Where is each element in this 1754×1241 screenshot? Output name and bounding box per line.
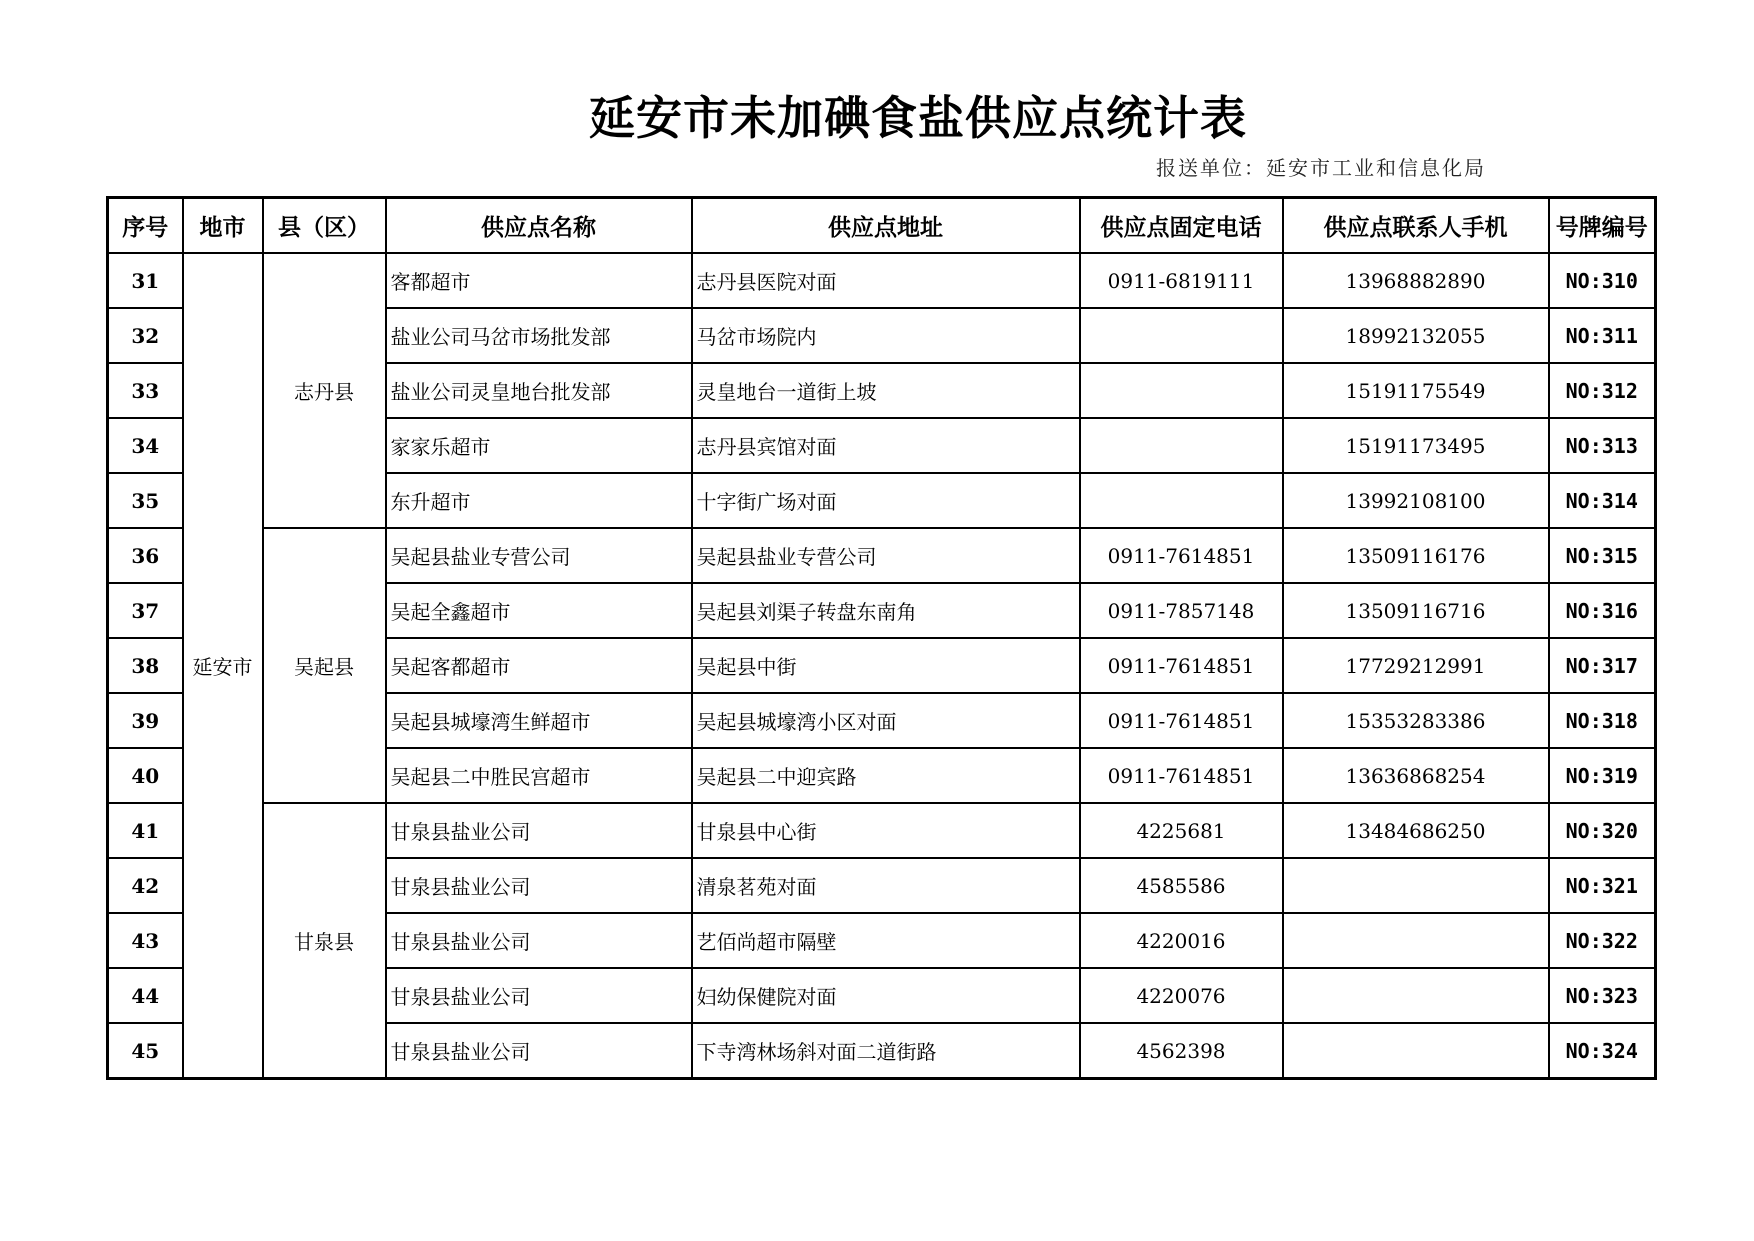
row-seq: 36 xyxy=(108,528,183,583)
row-name: 吴起县盐业专营公司 xyxy=(386,528,692,583)
row-seq: 38 xyxy=(108,638,183,693)
row-mobile xyxy=(1283,968,1549,1023)
row-plate: NO:315 xyxy=(1549,528,1656,583)
table-row xyxy=(108,528,1656,583)
row-address: 妇幼保健院对面 xyxy=(692,968,1080,1023)
row-seq: 43 xyxy=(108,913,183,968)
row-plate: NO:320 xyxy=(1549,803,1656,858)
row-seq: 37 xyxy=(108,583,183,638)
row-address: 志丹县医院对面 xyxy=(692,253,1080,308)
row-plate: NO:313 xyxy=(1549,418,1656,473)
row-phone: 4585586 xyxy=(1080,858,1283,913)
county-cell: 志丹县 xyxy=(263,253,386,528)
row-phone xyxy=(1080,473,1283,528)
row-name: 家家乐超市 xyxy=(386,418,692,473)
row-address: 甘泉县中心街 xyxy=(692,803,1080,858)
row-address: 艺佰尚超市隔壁 xyxy=(692,913,1080,968)
row-plate: NO:324 xyxy=(1549,1023,1656,1079)
row-phone: 0911-7614851 xyxy=(1080,748,1283,803)
city-cell: 延安市 xyxy=(183,253,263,1079)
row-seq: 31 xyxy=(108,253,183,308)
table-row xyxy=(108,253,1656,308)
row-mobile xyxy=(1283,1023,1549,1079)
row-phone xyxy=(1080,308,1283,363)
row-address: 吴起县城壕湾小区对面 xyxy=(692,693,1080,748)
row-plate: NO:321 xyxy=(1549,858,1656,913)
row-phone: 4225681 xyxy=(1080,803,1283,858)
row-name: 盐业公司灵皇地台批发部 xyxy=(386,363,692,418)
row-seq: 44 xyxy=(108,968,183,1023)
row-name: 甘泉县盐业公司 xyxy=(386,803,692,858)
row-seq: 33 xyxy=(108,363,183,418)
row-plate: NO:314 xyxy=(1549,473,1656,528)
row-name: 吴起县二中胜民宫超市 xyxy=(386,748,692,803)
county-cell: 吴起县 xyxy=(263,528,386,803)
row-address: 马岔市场院内 xyxy=(692,308,1080,363)
row-plate: NO:318 xyxy=(1549,693,1656,748)
row-address: 吴起县中街 xyxy=(692,638,1080,693)
row-name: 甘泉县盐业公司 xyxy=(386,858,692,913)
header-address: 供应点地址 xyxy=(692,198,1080,254)
row-seq: 39 xyxy=(108,693,183,748)
row-mobile: 15353283386 xyxy=(1283,693,1549,748)
row-mobile: 18992132055 xyxy=(1283,308,1549,363)
row-seq: 32 xyxy=(108,308,183,363)
header-county: 县（区） xyxy=(263,198,386,254)
header-name: 供应点名称 xyxy=(386,198,692,254)
row-name: 客都超市 xyxy=(386,253,692,308)
header-phone: 供应点固定电话 xyxy=(1080,198,1283,254)
supply-point-table xyxy=(106,196,1657,1080)
row-phone: 0911-6819111 xyxy=(1080,253,1283,308)
reporting-unit: 报送单位：延安市工业和信息化局 xyxy=(1156,156,1486,180)
table-row xyxy=(108,803,1656,858)
row-seq: 42 xyxy=(108,858,183,913)
row-plate: NO:323 xyxy=(1549,968,1656,1023)
row-plate: NO:311 xyxy=(1549,308,1656,363)
row-mobile: 15191175549 xyxy=(1283,363,1549,418)
row-mobile: 13484686250 xyxy=(1283,803,1549,858)
row-plate: NO:316 xyxy=(1549,583,1656,638)
row-phone: 4562398 xyxy=(1080,1023,1283,1079)
row-name: 盐业公司马岔市场批发部 xyxy=(386,308,692,363)
row-mobile xyxy=(1283,913,1549,968)
row-address: 吴起县二中迎宾路 xyxy=(692,748,1080,803)
row-seq: 41 xyxy=(108,803,183,858)
row-phone xyxy=(1080,363,1283,418)
row-mobile xyxy=(1283,858,1549,913)
row-mobile: 13509116716 xyxy=(1283,583,1549,638)
row-plate: NO:310 xyxy=(1549,253,1656,308)
header-plate: 号牌编号 xyxy=(1549,198,1656,254)
row-phone: 0911-7857148 xyxy=(1080,583,1283,638)
row-phone: 0911-7614851 xyxy=(1080,528,1283,583)
row-name: 吴起客都超市 xyxy=(386,638,692,693)
row-plate: NO:322 xyxy=(1549,913,1656,968)
row-mobile: 13968882890 xyxy=(1283,253,1549,308)
header-mobile: 供应点联系人手机 xyxy=(1283,198,1549,254)
row-phone: 4220076 xyxy=(1080,968,1283,1023)
row-name: 甘泉县盐业公司 xyxy=(386,913,692,968)
row-seq: 35 xyxy=(108,473,183,528)
row-name: 吴起全鑫超市 xyxy=(386,583,692,638)
row-phone: 0911-7614851 xyxy=(1080,638,1283,693)
row-phone: 0911-7614851 xyxy=(1080,693,1283,748)
row-plate: NO:312 xyxy=(1549,363,1656,418)
row-address: 灵皇地台一道街上坡 xyxy=(692,363,1080,418)
row-phone: 4220016 xyxy=(1080,913,1283,968)
row-seq: 40 xyxy=(108,748,183,803)
row-mobile: 17729212991 xyxy=(1283,638,1549,693)
row-mobile: 13992108100 xyxy=(1283,473,1549,528)
row-address: 吴起县刘渠子转盘东南角 xyxy=(692,583,1080,638)
header-city: 地市 xyxy=(183,198,263,254)
row-address: 十字街广场对面 xyxy=(692,473,1080,528)
row-address: 志丹县宾馆对面 xyxy=(692,418,1080,473)
county-cell: 甘泉县 xyxy=(263,803,386,1079)
row-phone xyxy=(1080,418,1283,473)
row-name: 甘泉县盐业公司 xyxy=(386,968,692,1023)
row-address: 下寺湾林场斜对面二道街路 xyxy=(692,1023,1080,1079)
row-seq: 45 xyxy=(108,1023,183,1079)
row-seq: 34 xyxy=(108,418,183,473)
row-address: 清泉茗苑对面 xyxy=(692,858,1080,913)
header-seq: 序号 xyxy=(108,198,183,254)
row-name: 甘泉县盐业公司 xyxy=(386,1023,692,1079)
page-title: 延安市未加碘食盐供应点统计表 xyxy=(589,91,1247,145)
row-mobile: 13636868254 xyxy=(1283,748,1549,803)
table-header-row xyxy=(108,198,1656,254)
row-name: 东升超市 xyxy=(386,473,692,528)
row-mobile: 15191173495 xyxy=(1283,418,1549,473)
row-plate: NO:319 xyxy=(1549,748,1656,803)
row-mobile: 13509116176 xyxy=(1283,528,1549,583)
row-plate: NO:317 xyxy=(1549,638,1656,693)
row-address: 吴起县盐业专营公司 xyxy=(692,528,1080,583)
row-name: 吴起县城壕湾生鲜超市 xyxy=(386,693,692,748)
